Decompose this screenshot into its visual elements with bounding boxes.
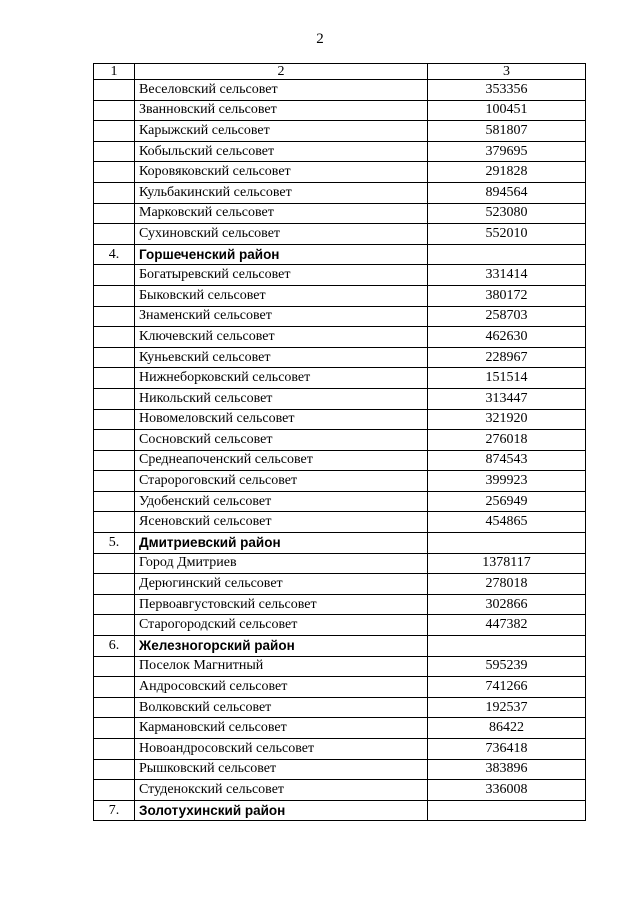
row-value-cell: 399923 [428, 471, 586, 492]
row-value-cell: 258703 [428, 306, 586, 327]
row-number-cell [94, 265, 135, 286]
district-row [94, 800, 586, 821]
row-number-cell [94, 121, 135, 142]
row-name-cell: Золотухинский район [135, 800, 428, 821]
row-number-cell [94, 203, 135, 224]
row-name-cell: Куньевский сельсовет [135, 347, 428, 368]
table-row [94, 594, 586, 615]
row-value-cell: 462630 [428, 327, 586, 348]
row-number-cell: 5. [94, 533, 135, 554]
row-value-cell: 447382 [428, 615, 586, 636]
row-value-cell: 581807 [428, 121, 586, 142]
table-row [94, 430, 586, 451]
row-name-cell: Богатыревский сельсовет [135, 265, 428, 286]
row-value-cell: 321920 [428, 409, 586, 430]
district-row [94, 244, 586, 265]
table-row [94, 224, 586, 245]
row-number-cell [94, 368, 135, 389]
table-row [94, 759, 586, 780]
table-row [94, 409, 586, 430]
row-value-cell: 595239 [428, 656, 586, 677]
table-row [94, 677, 586, 698]
row-value-cell: 552010 [428, 224, 586, 245]
row-name-cell: Рышковский сельсовет [135, 759, 428, 780]
column-header-3: 3 [428, 64, 586, 80]
table-row [94, 780, 586, 801]
row-name-cell: Город Дмитриев [135, 553, 428, 574]
row-value-cell: 741266 [428, 677, 586, 698]
row-number-cell [94, 656, 135, 677]
table-row [94, 182, 586, 203]
table-row [94, 697, 586, 718]
row-value-cell: 454865 [428, 512, 586, 533]
row-value-cell: 228967 [428, 347, 586, 368]
table-row [94, 491, 586, 512]
row-name-cell: Карыжский сельсовет [135, 121, 428, 142]
row-number-cell [94, 718, 135, 739]
row-value-cell: 736418 [428, 739, 586, 760]
row-number-cell [94, 739, 135, 760]
row-name-cell: Сухиновский сельсовет [135, 224, 428, 245]
table-row [94, 80, 586, 101]
allocation-table [93, 63, 586, 821]
table-header-row [94, 64, 586, 80]
row-number-cell [94, 224, 135, 245]
row-number-cell [94, 677, 135, 698]
row-value-cell: 151514 [428, 368, 586, 389]
row-number-cell [94, 594, 135, 615]
row-name-cell: Ключевский сельсовет [135, 327, 428, 348]
row-number-cell [94, 512, 135, 533]
row-number-cell [94, 759, 135, 780]
table-row [94, 121, 586, 142]
table-row [94, 265, 586, 286]
row-name-cell: Нижнеборковский сельсовет [135, 368, 428, 389]
column-header-1: 1 [94, 64, 135, 80]
row-value-cell: 379695 [428, 141, 586, 162]
table-row [94, 306, 586, 327]
row-value-cell: 1378117 [428, 553, 586, 574]
row-value-cell: 192537 [428, 697, 586, 718]
row-number-cell [94, 182, 135, 203]
row-name-cell: Дмитриевский район [135, 533, 428, 554]
table-row [94, 718, 586, 739]
row-value-cell: 523080 [428, 203, 586, 224]
row-name-cell: Коровяковский сельсовет [135, 162, 428, 183]
row-value-cell [428, 244, 586, 265]
table-body [94, 64, 586, 821]
row-number-cell [94, 141, 135, 162]
page-number: 2 [316, 31, 324, 47]
row-number-cell: 6. [94, 636, 135, 657]
row-number-cell [94, 491, 135, 512]
row-value-cell [428, 800, 586, 821]
row-value-cell: 276018 [428, 430, 586, 451]
district-row [94, 636, 586, 657]
row-number-cell [94, 553, 135, 574]
row-value-cell: 380172 [428, 285, 586, 306]
table-row [94, 141, 586, 162]
table-row [94, 327, 586, 348]
row-number-cell [94, 780, 135, 801]
row-number-cell [94, 409, 135, 430]
table-row [94, 512, 586, 533]
row-value-cell: 291828 [428, 162, 586, 183]
table-row [94, 615, 586, 636]
row-number-cell [94, 162, 135, 183]
row-name-cell: Старороговский сельсовет [135, 471, 428, 492]
row-name-cell: Кобыльский сельсовет [135, 141, 428, 162]
table-row [94, 553, 586, 574]
table-row [94, 203, 586, 224]
table-row [94, 388, 586, 409]
row-name-cell: Быковский сельсовет [135, 285, 428, 306]
row-value-cell: 383896 [428, 759, 586, 780]
row-name-cell: Дерюгинский сельсовет [135, 574, 428, 595]
row-number-cell [94, 347, 135, 368]
row-name-cell: Первоавгустовский сельсовет [135, 594, 428, 615]
row-number-cell: 7. [94, 800, 135, 821]
row-value-cell [428, 636, 586, 657]
row-name-cell: Удобенский сельсовет [135, 491, 428, 512]
row-value-cell: 302866 [428, 594, 586, 615]
table-row [94, 368, 586, 389]
row-value-cell: 256949 [428, 491, 586, 512]
row-value-cell: 353356 [428, 80, 586, 101]
row-value-cell: 874543 [428, 450, 586, 471]
row-value-cell: 278018 [428, 574, 586, 595]
row-number-cell [94, 430, 135, 451]
row-number-cell: 4. [94, 244, 135, 265]
row-name-cell: Студенокский сельсовет [135, 780, 428, 801]
row-name-cell: Марковский сельсовет [135, 203, 428, 224]
row-name-cell: Кармановский сельсовет [135, 718, 428, 739]
row-name-cell: Новомеловский сельсовет [135, 409, 428, 430]
row-number-cell [94, 285, 135, 306]
row-name-cell: Горшеченский район [135, 244, 428, 265]
table-row [94, 574, 586, 595]
row-name-cell: Ясеновский сельсовет [135, 512, 428, 533]
table-row [94, 656, 586, 677]
table-row [94, 450, 586, 471]
row-value-cell: 894564 [428, 182, 586, 203]
table-row [94, 739, 586, 760]
row-name-cell: Кульбакинский сельсовет [135, 182, 428, 203]
row-number-cell [94, 388, 135, 409]
table-row [94, 162, 586, 183]
table-row [94, 285, 586, 306]
district-row [94, 533, 586, 554]
row-value-cell [428, 533, 586, 554]
row-value-cell: 86422 [428, 718, 586, 739]
row-name-cell: Андросовский сельсовет [135, 677, 428, 698]
table-row [94, 347, 586, 368]
row-value-cell: 313447 [428, 388, 586, 409]
row-name-cell: Сосновский сельсовет [135, 430, 428, 451]
row-name-cell: Званновский сельсовет [135, 100, 428, 121]
row-name-cell: Веселовский сельсовет [135, 80, 428, 101]
row-value-cell: 331414 [428, 265, 586, 286]
row-name-cell: Среднеапоченский сельсовет [135, 450, 428, 471]
row-value-cell: 100451 [428, 100, 586, 121]
row-number-cell [94, 306, 135, 327]
row-name-cell: Новоандросовский сельсовет [135, 739, 428, 760]
row-name-cell: Железногорский район [135, 636, 428, 657]
row-number-cell [94, 615, 135, 636]
row-value-cell: 336008 [428, 780, 586, 801]
row-number-cell [94, 450, 135, 471]
row-number-cell [94, 80, 135, 101]
row-number-cell [94, 471, 135, 492]
row-name-cell: Старогородский сельсовет [135, 615, 428, 636]
column-header-2: 2 [135, 64, 428, 80]
table-row [94, 100, 586, 121]
row-name-cell: Волковский сельсовет [135, 697, 428, 718]
row-number-cell [94, 697, 135, 718]
row-number-cell [94, 100, 135, 121]
row-name-cell: Поселок Магнитный [135, 656, 428, 677]
row-name-cell: Никольский сельсовет [135, 388, 428, 409]
row-number-cell [94, 327, 135, 348]
table-row [94, 471, 586, 492]
row-number-cell [94, 574, 135, 595]
row-name-cell: Знаменский сельсовет [135, 306, 428, 327]
